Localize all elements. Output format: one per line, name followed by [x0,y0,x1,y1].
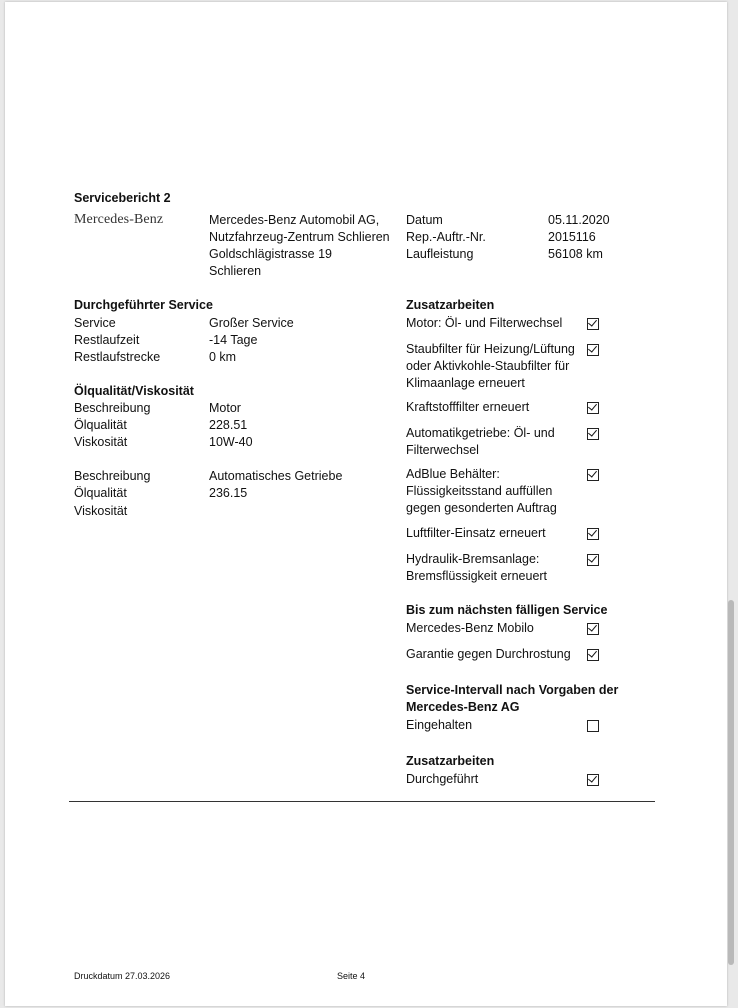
footer-page-number: Seite 4 [337,971,366,981]
checkmark-icon [588,648,597,657]
zusatz-item-1-text: Motor: Öl- und Filterwechsel [406,316,563,330]
checkmark-icon [588,401,597,410]
interval-heading-2: Mercedes-Benz AG [406,700,520,714]
restlaufstrecke-label: Restlaufstrecke [74,350,161,364]
oil1-beschreibung-label: Beschreibung [74,401,151,415]
zusatz-item-7-checkbox[interactable] [587,554,599,566]
datum-value: 05.11.2020 [548,213,610,227]
zusatz-item-5-checkbox[interactable] [587,469,599,481]
auftrag-value: 2015116 [548,230,596,244]
checkmark-icon [588,317,597,326]
durchrostung-checkbox[interactable] [587,649,599,661]
restlaufzeit-value: -14 Tage [209,333,258,347]
dealer-line-4: Schlieren [209,264,262,278]
checkmark-icon [588,553,597,562]
report-title: Servicebericht 2 [74,191,171,205]
zusatz-item-4-text-2: Filterwechsel [406,443,479,457]
checkmark-icon [588,427,597,436]
dealer-line-2: Nutzfahrzeug-Zentrum Schlieren [209,230,390,244]
eingehalten-label: Eingehalten [406,718,473,732]
durchgefuehrt-label: Durchgeführt [406,772,479,786]
restlaufzeit-label: Restlaufzeit [74,333,140,347]
laufleistung-label: Laufleistung [406,247,474,261]
dealer-line-1: Mercedes-Benz Automobil AG, [209,213,380,227]
oil1-viskositaet-label: Viskosität [74,435,128,449]
oil1-qualitaet-label: Ölqualität [74,418,127,432]
oil2-qualitaet-value: 236.15 [209,486,248,500]
vertical-scrollbar[interactable] [728,600,734,965]
dealer-line-3: Goldschlägistrasse 19 [209,247,332,261]
zusatz2-heading: Zusatzarbeiten [406,754,495,768]
auftrag-label: Rep.-Auftr.-Nr. [406,230,486,244]
zusatz-item-2-checkbox[interactable] [587,344,599,356]
durchgefuehrt-checkbox[interactable] [587,774,599,786]
zusatz-item-3-checkbox[interactable] [587,402,599,414]
service-heading: Durchgeführter Service [74,298,213,312]
oil1-beschreibung-value: Motor [209,401,241,415]
oil2-qualitaet-label: Ölqualität [74,486,127,500]
zusatz-item-6-checkbox[interactable] [587,528,599,540]
interval-heading-1: Service-Intervall nach Vorgaben der [406,683,619,697]
zusatz-item-5-text-1: AdBlue Behälter: [406,467,500,481]
zusatz-item-4-checkbox[interactable] [587,428,599,440]
zusatz-item-2-text-2: oder Aktivkohle-Staubfilter für [406,359,570,373]
service-label: Service [74,316,116,330]
laufleistung-value: 56108 km [548,247,603,261]
zusatz-item-5-text-3: gegen gesonderten Auftrag [406,501,557,515]
zusatz-item-4-text-1: Automatikgetriebe: Öl- und [406,426,555,440]
oil2-beschreibung-label: Beschreibung [74,469,151,483]
durchrostung-label: Garantie gegen Durchrostung [406,647,571,661]
oil1-qualitaet-value: 228.51 [209,418,248,432]
zusatz-item-6-text: Luftfilter-Einsatz erneuert [406,526,546,540]
checkmark-icon [588,468,597,477]
zusatz-item-2-text-3: Klimaanlage erneuert [406,376,525,390]
oil2-viskositaet-label: Viskosität [74,504,128,518]
checkmark-icon [588,622,597,631]
zusatz-item-7-text-2: Bremsflüssigkeit erneuert [406,569,548,583]
zusatz-item-1-checkbox[interactable] [587,318,599,330]
section-divider [69,801,655,802]
oil1-viskositaet-value: 10W-40 [209,435,253,449]
eingehalten-checkbox[interactable] [587,720,599,732]
mobilo-label: Mercedes-Benz Mobilo [406,621,534,635]
checkmark-icon [588,343,597,352]
next-service-heading: Bis zum nächsten fälligen Service [406,603,608,617]
checkmark-icon [588,527,597,536]
oil-heading: Ölqualität/Viskosität [74,384,194,398]
zusatz-heading: Zusatzarbeiten [406,298,495,312]
zusatz-item-5-text-2: Flüssigkeitsstand auffüllen [406,484,553,498]
oil2-beschreibung-value: Automatisches Getriebe [209,469,343,483]
footer-druckdatum: Druckdatum 27.03.2026 [74,971,171,981]
restlaufstrecke-value: 0 km [209,350,237,364]
service-value: Großer Service [209,316,294,330]
brand-logo: Mercedes-Benz [74,212,164,227]
checkmark-icon [588,773,597,782]
zusatz-item-7-text-1: Hydraulik-Bremsanlage: [406,552,540,566]
mobilo-checkbox[interactable] [587,623,599,635]
datum-label: Datum [406,213,443,227]
zusatz-item-3-text: Kraftstofffilter erneuert [406,400,530,414]
zusatz-item-2-text-1: Staubfilter für Heizung/Lüftung [406,342,575,356]
